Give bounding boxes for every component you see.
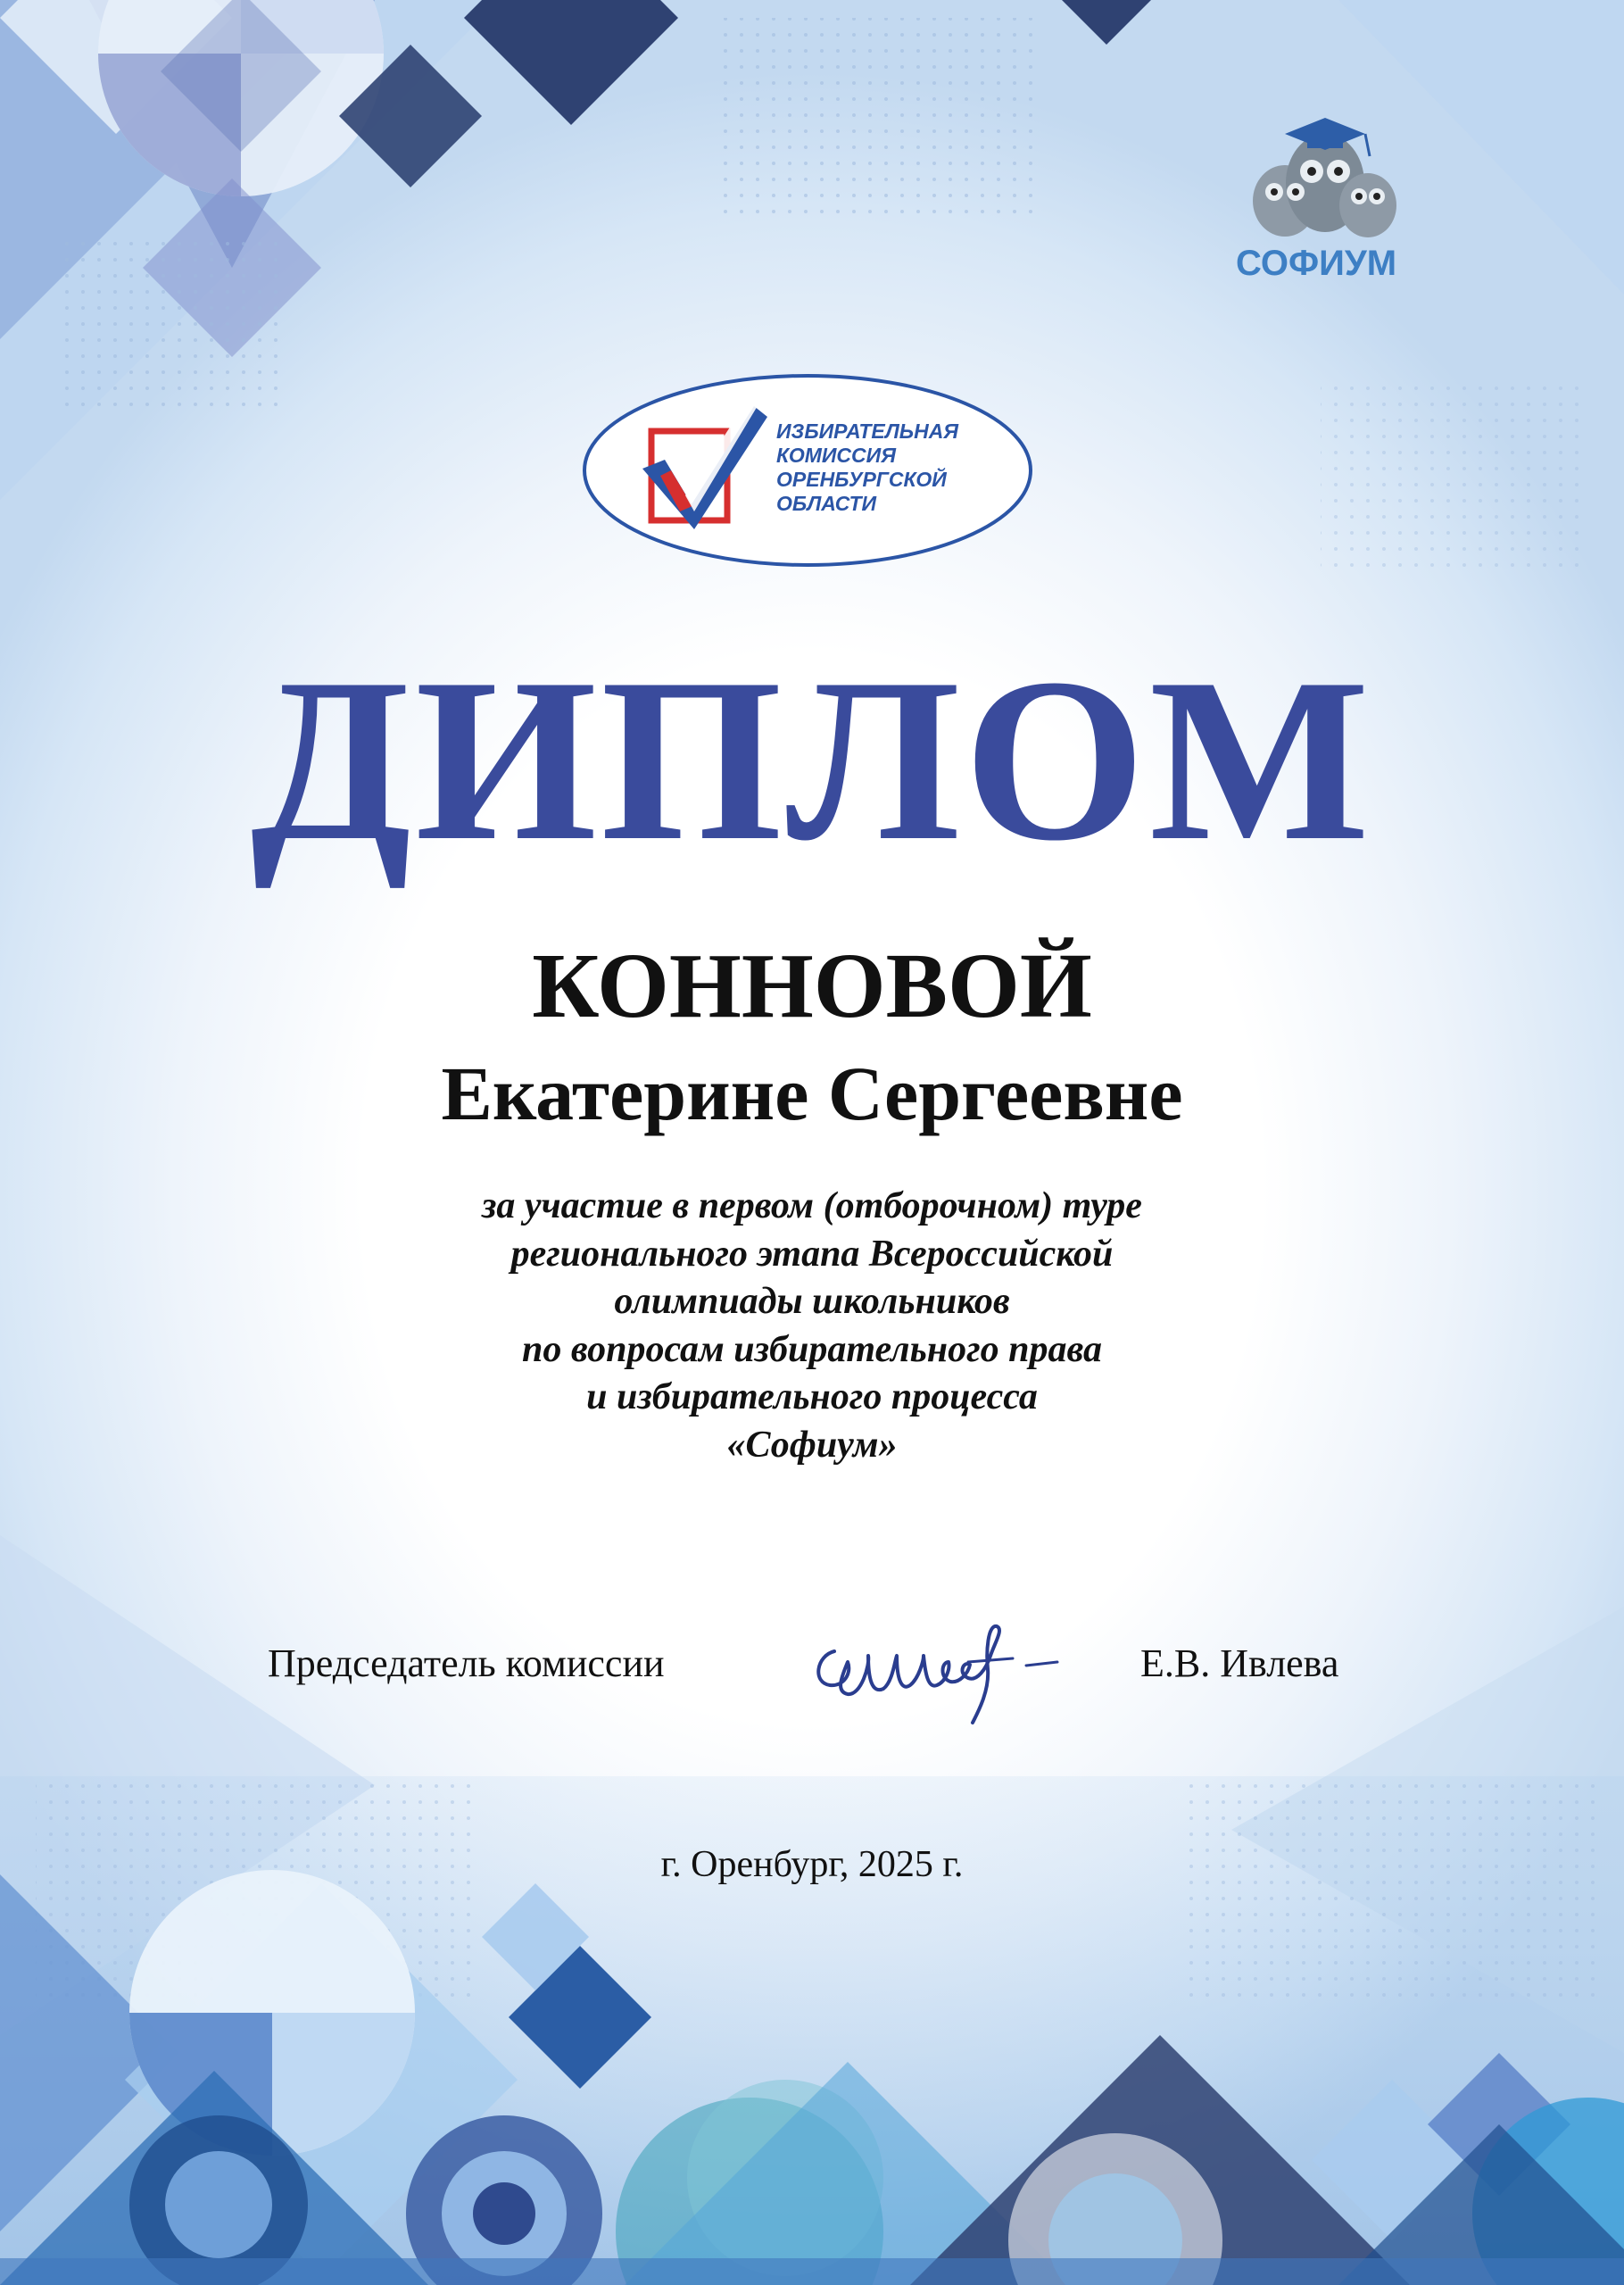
commission-logo-line-4: ОБЛАСТИ <box>776 492 877 515</box>
reason-line: регионального этапа Всероссийской <box>510 1233 1114 1275</box>
sofium-logo-text: СОФИУМ <box>1235 244 1397 283</box>
commission-logo <box>580 370 1035 571</box>
award-reason <box>0 1183 1624 1469</box>
signature <box>799 1607 1084 1732</box>
reason-line: за участие в первом (отборочном) туре <box>482 1185 1142 1226</box>
commission-logo-line-1: ИЗБИРАТЕЛЬНАЯ <box>776 420 959 443</box>
reason-line: «Софиум» <box>726 1424 898 1466</box>
commission-logo-line-2: КОМИССИЯ <box>776 444 896 467</box>
signer-name: Е.В. Ивлева <box>1140 1641 1339 1685</box>
reason-line: и избирательного процесса <box>586 1376 1038 1417</box>
recipient-surname: КОННОВОЙ <box>532 935 1092 1037</box>
sofium-logo <box>1200 107 1432 286</box>
reason-line: олимпиады школьников <box>614 1281 1010 1322</box>
owl-graphic <box>1253 118 1396 237</box>
signer-position: Председатель комиссии <box>268 1641 665 1685</box>
place-date: г. Оренбург, 2025 г. <box>660 1844 964 1885</box>
diploma-title: ДИПЛОМ <box>250 630 1374 889</box>
reason-line: по вопросам избирательного права <box>522 1328 1102 1370</box>
commission-logo-line-3: ОРЕНБУРГСКОЙ <box>776 468 947 491</box>
recipient-name: Екатерине Сергеевне <box>441 1051 1183 1136</box>
